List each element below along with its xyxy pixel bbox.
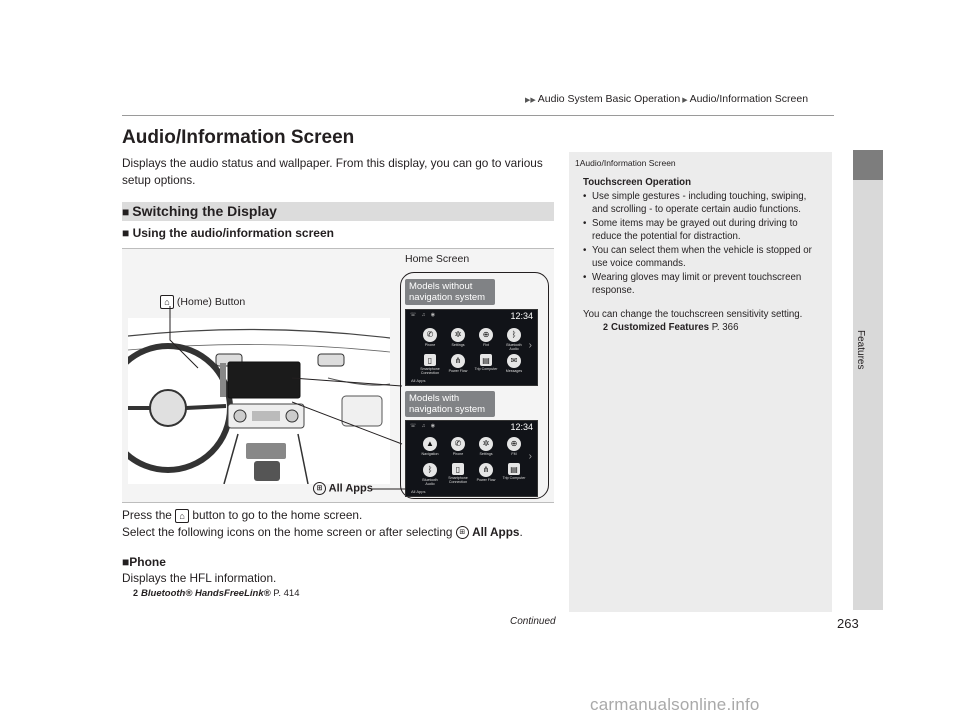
model-with-nav-label: Models with navigation system xyxy=(405,391,495,417)
all-apps-mini[interactable]: All Apps xyxy=(411,378,426,383)
all-apps-mini[interactable]: All Apps xyxy=(411,489,426,494)
phone-heading: ■Phone xyxy=(122,555,166,569)
screen-status-icons: ☏ ♫ ◉ xyxy=(410,423,438,429)
app-power-flow[interactable]: ⋔ Power Flow xyxy=(476,465,496,482)
phone-description: Displays the HFL information. xyxy=(122,571,277,585)
app-phone[interactable]: ✆ Phone xyxy=(424,330,436,347)
side-note-subhead: Touchscreen Operation xyxy=(583,177,692,188)
continued-label: Continued xyxy=(510,616,556,627)
home-button-leader-line xyxy=(150,300,210,375)
page-title: Audio/Information Screen xyxy=(122,127,355,148)
watermark: carmanualsonline.info xyxy=(590,695,760,714)
app-bluetooth-audio[interactable]: ᛒ Bluetooth Audio xyxy=(422,465,438,486)
list-item: • You can select them when the vehicle is stopped or use voice commands. xyxy=(583,244,823,271)
home-button-callout: ⌂ (Home) Button xyxy=(160,295,245,309)
breadcrumb-item-2[interactable]: Audio/Information Screen xyxy=(689,93,809,105)
app-smartphone-connection[interactable]: ▯ Smartphone Connection xyxy=(448,465,468,484)
breadcrumb-arrow-icon: ▶ xyxy=(682,97,688,104)
bluetooth-icon: ᛒ xyxy=(423,463,437,477)
list-item: • Use simple gestures - including touching, swiping, and scrolling - to operate certain audio functions. xyxy=(583,190,823,217)
side-note-sensitivity: You can change the touchscreen sensitivity setting. xyxy=(583,308,803,320)
subsection-title: ■ Using the audio/information screen xyxy=(122,226,334,240)
select-icons-instruction: Select the following icons on the home screen or after selecting ⊞ All Apps. xyxy=(122,525,523,539)
chevron-right-icon[interactable]: › xyxy=(528,451,532,462)
navigation-icon: ▲ xyxy=(423,437,437,451)
home-icon: ⌂ xyxy=(175,509,189,523)
page-reference-icon: 2 xyxy=(603,322,609,332)
section-tab-label[interactable]: Features xyxy=(855,330,866,370)
radio-icon: ⊕ xyxy=(507,437,521,451)
intro-paragraph: Displays the audio status and wallpaper. From this display, you can go to various setup options. xyxy=(122,156,543,187)
app-navigation[interactable]: ▲ Navigation xyxy=(421,439,439,456)
bluetooth-icon: ᛒ xyxy=(507,328,521,342)
app-phone[interactable]: ✆ Phone xyxy=(452,439,464,456)
square-bullet-icon: ■ xyxy=(122,205,130,219)
breadcrumb-arrow-icon: ▶▶ xyxy=(525,97,536,104)
app-power-flow[interactable]: ⋔ Power Flow xyxy=(448,356,468,373)
square-bullet-icon: ■ xyxy=(122,226,133,240)
section-tab-strip xyxy=(853,180,883,610)
app-settings[interactable]: ✲ Settings xyxy=(451,330,465,347)
screen-clock: 12:34 xyxy=(510,422,533,432)
square-bullet-icon: ■ xyxy=(122,555,130,569)
app-fixt[interactable]: ⊕ Fixt xyxy=(474,328,498,347)
message-icon: ✉ xyxy=(507,354,521,368)
screen-clock: 12:34 xyxy=(510,311,533,321)
app-settings[interactable]: ✲ Settings xyxy=(479,439,493,456)
home-screen-label: Home Screen xyxy=(405,253,470,265)
app-fm[interactable]: ⊕ FM xyxy=(502,437,526,456)
app-messages[interactable]: ✉ Messages xyxy=(505,356,523,373)
tuning-icon: ⊕ xyxy=(479,328,493,342)
phone-cross-reference[interactable]: 2 Bluetooth® HandsFreeLink® P. 414 xyxy=(133,588,300,599)
power-flow-icon: ⋔ xyxy=(451,354,465,368)
screen-leader-lines xyxy=(292,372,404,492)
all-apps-icon: ⊞ xyxy=(313,482,326,495)
home-icon: ⌂ xyxy=(160,295,174,309)
app-bluetooth-audio[interactable]: ᛒ Bluetooth Audio xyxy=(506,330,522,351)
list-item: • Some items may be grayed out during driving to reduce the potential for distraction. xyxy=(583,217,823,244)
power-flow-icon: ⋔ xyxy=(479,463,493,477)
home-screen-with-nav xyxy=(405,420,538,497)
note-marker-icon: 1 xyxy=(575,158,580,168)
press-home-instruction: Press the ⌂ button to go to the home screen. xyxy=(122,508,363,522)
model-without-nav-label: Models without navigation system xyxy=(405,279,495,305)
all-apps-callout: ⊞ All Apps xyxy=(313,482,373,495)
breadcrumb-item-1[interactable]: Audio System Basic Operation xyxy=(537,93,681,105)
gear-icon: ✲ xyxy=(451,328,465,342)
app-trip-computer[interactable]: ▤ Trip Computer xyxy=(474,356,498,371)
section-title: ■ Switching the Display xyxy=(122,203,277,219)
section-tab-marker xyxy=(853,150,883,180)
header-divider xyxy=(122,115,834,116)
screen-status-icons: ☏ ♫ ◉ xyxy=(410,312,438,318)
breadcrumb xyxy=(525,93,808,105)
side-note-bullets xyxy=(583,190,823,298)
all-apps-icon: ⊞ xyxy=(456,526,469,539)
phone-icon: ✆ xyxy=(423,328,437,342)
chevron-right-icon[interactable]: › xyxy=(528,340,532,351)
page-reference-icon: 2 xyxy=(133,588,139,598)
list-item: • Wearing gloves may limit or prevent touchscreen response. xyxy=(583,271,823,298)
trip-computer-icon: ▤ xyxy=(508,463,520,475)
app-trip-computer[interactable]: ▤ Trip Computer xyxy=(502,465,526,480)
gear-icon: ✲ xyxy=(479,437,493,451)
side-note-heading: 1Audio/Information Screen xyxy=(575,158,676,168)
side-note-cross-reference[interactable]: 2 Customized Features P. 366 xyxy=(603,322,739,333)
smartphone-icon: ▯ xyxy=(452,463,464,475)
phone-icon: ✆ xyxy=(451,437,465,451)
side-note-body xyxy=(583,176,823,335)
app-smartphone-connection[interactable]: ▯ Smartphone Connection xyxy=(420,356,440,375)
smartphone-icon: ▯ xyxy=(424,354,436,366)
home-screen-without-nav xyxy=(405,309,538,386)
all-apps-leader-line xyxy=(372,484,408,496)
page-number: 263 xyxy=(837,616,859,631)
trip-computer-icon: ▤ xyxy=(480,354,492,366)
